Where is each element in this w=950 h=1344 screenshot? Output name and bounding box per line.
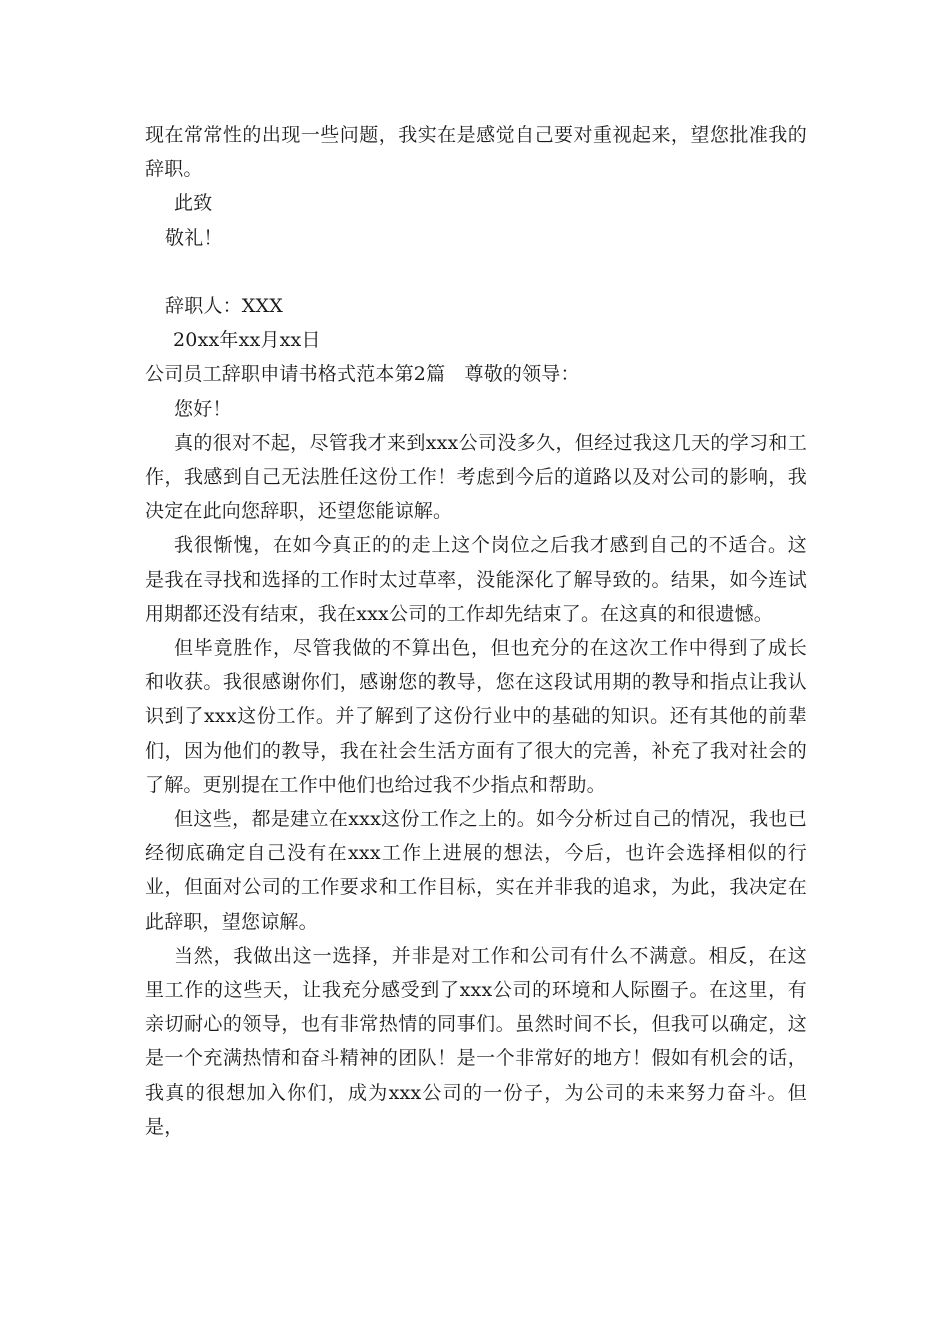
- blank-line: [145, 255, 807, 289]
- closing-phrase: 此致: [174, 192, 213, 215]
- date-line: 20xx年xx月xx日: [173, 329, 321, 352]
- section-heading: 公司员工辞职申请书格式范本第2篇 尊敬的领导：: [145, 363, 580, 386]
- paragraph-body: 真的很对不起，尽管我才来到xxx公司没多久，但经过我这几天的学习和工作，我感到自己无法胜任这份工作！考虑到今后的道路以及对公司的影响，我决定在此向您辞职，还望您能谅解。: [145, 431, 807, 523]
- greeting: 您好！: [174, 397, 232, 420]
- signature-line: 辞职人：XXX: [165, 295, 283, 317]
- paragraph-body: 但这些，都是建立在xxx这份工作之上的。如今分析过自己的情况，我也已经彻底确定自己没有在xxx工作上进展的想法，今后，也许会选择相似的行业，但面对公司的工作要求和工作目标，实在并非我的追求，为此，我决定在此辞职，望您谅解。: [145, 808, 807, 933]
- paragraph-body: 我很惭愧，在如今真正的的走上这个岗位之后我才感到自己的不适合。这是我在寻找和选择的工作时太过草率，没能深化了解导致的。结果，如今连试用期都还没有结束，我在xxx公司的工作却先结束了。在这真的和很遗憾。: [145, 534, 807, 625]
- paragraph-body: 但毕竟胜作，尽管我做的不算出色，但也充分的在这次工作中得到了成长和收获。我很感谢你们，感谢您的教导，您在这段试用期的教导和指点让我认识到了xxx这份工作。并了解到了这份行业中的基础的知识。还有其他的前辈们，因为他们的教导，我在社会生活方面有了很大的完善，补充了我对社会的了解。更别提在工作中他们也给过我不少指点和帮助。: [145, 637, 807, 796]
- paragraph-intro: 现在常常性的出现一些问题，我实在是感觉自己要对重视起来，望您批准我的辞职。: [145, 124, 807, 181]
- salutation-respect: 敬礼！: [165, 226, 223, 249]
- paragraph-body: 当然，我做出这一选择，并非是对工作和公司有什么不满意。相反，在这里工作的这些天，让我充分感受到了xxx公司的环境和人际圈子。在这里，有亲切耐心的领导，也有非常热情的同事们。虽然时间不长，但我可以确定，这是一个充满热情和奋斗精神的团队！是一个非常好的地方！假如有机会的话，我真的很想加入你们，成为xxx公司的一份子，为公司的未来努力奋斗。但是，: [145, 944, 807, 1138]
- document-body: [145, 118, 807, 1144]
